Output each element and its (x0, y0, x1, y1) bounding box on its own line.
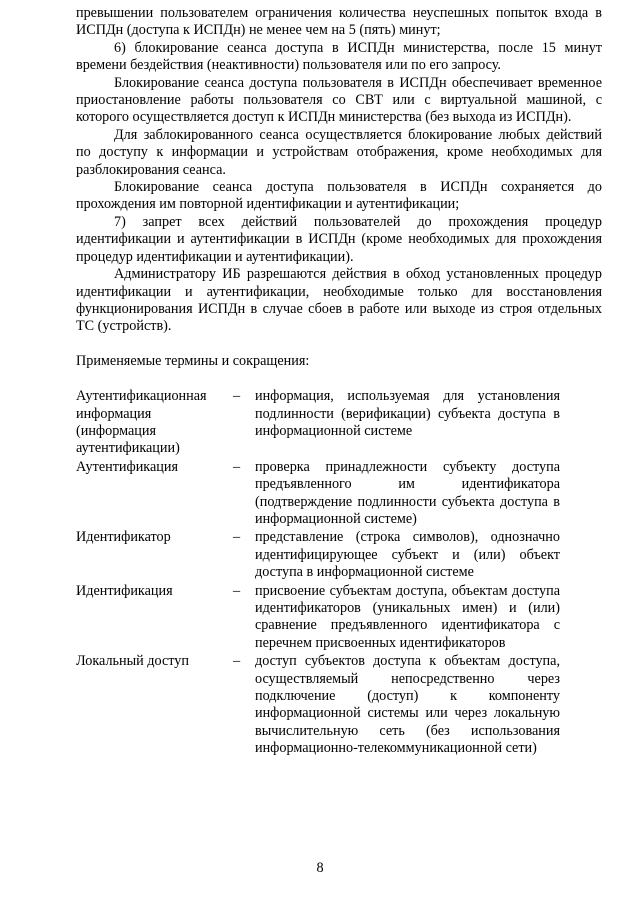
terms-heading: Применяемые термины и сокращения: (76, 352, 310, 369)
paragraph-item-7: 7) запрет всех действий пользователей до прохождения процедур идентификации и аутентификации в ИСПДн (кроме необходимых для прохождения процедур идентификации и аутентификации). (76, 213, 602, 265)
term-row (76, 388, 560, 458)
terms-table (76, 388, 560, 758)
paragraph-continuation: превышении пользователем ограничения количества неуспешных попыток входа в ИСПДн (доступа к ИСПДн) не менее чем на 5 (пять) минут; (76, 5, 602, 39)
term-row (76, 653, 560, 757)
term-row (76, 459, 560, 529)
term-definition: информация, используемая для установления подлинности (верификации) субъекта доступа в информационной системе (255, 388, 560, 439)
paragraph-admin-bypass: Администратору ИБ разрешаются действия в обход установленных процедур идентификации и аутентификации, необходимые только для восстановления функционирования ИСПДн в случае сбоев в работе или выходе из строя отдельных ТС (устройств). (76, 266, 602, 335)
term-name: Идентификация (76, 582, 173, 599)
term-definition: проверка принадлежности субъекту доступа предъявленного им идентификатора (подтверждение подлинности субъекта доступа в информационной системе) (255, 458, 560, 527)
term-name: Аутентификация (76, 458, 178, 475)
paragraph-locked-session: Для заблокированного сеанса осуществляется блокирование любых действий по доступу к информации и устройствам отображения, кроме необходимых для разблокирования сеанса. (76, 126, 602, 178)
term-definition: присвоение субъектам доступа, объектам доступа идентификаторов (уникальных имен) и (или) сравнение предъявленного идентификатора с перечнем присвоенных идентификаторов (255, 582, 560, 651)
term-definition: доступ субъектов доступа к объектам доступа, осуществляемый непосредственно через подключение (доступ) к компоненту информационной системы или через локальную вычислительную сеть (без использования информационно-телекоммуникационной сети) (255, 653, 560, 757)
term-row (76, 529, 560, 581)
paragraph-item-6: 6) блокирование сеанса доступа в ИСПДн министерства, после 15 минут времени бездействия (неактивности) пользователя или по его запросу. (76, 39, 602, 74)
term-name: Аутентификационная информация (информация аутентификации) (76, 388, 207, 457)
blank-line (76, 336, 602, 353)
term-name: Идентификатор (76, 529, 171, 546)
page-number: 8 (316, 860, 324, 876)
term-row (76, 583, 560, 653)
term-dash: – (233, 582, 241, 599)
document-page (76, 5, 602, 759)
paragraph-session-lock: Блокирование сеанса доступа пользователя в ИСПДн обеспечивает временное приостановление работы пользователя со СВТ или с виртуальной машиной, с которого осуществляется доступ к ИСПДн министерства (без выхода из ИСПДн). (76, 74, 602, 126)
term-dash: – (233, 458, 241, 475)
paragraph-lock-persistence: Блокирование сеанса доступа пользователя в ИСПДн сохраняется до прохождения им повторной идентификации и аутентификации; (76, 179, 602, 213)
term-dash: – (233, 529, 241, 546)
term-dash: – (233, 653, 241, 670)
term-definition: представление (строка символов), однозначно идентифицирующее субъект и (или) объект доступа в информационной системе (255, 529, 560, 581)
term-dash: – (233, 388, 241, 405)
term-name: Локальный доступ (76, 653, 189, 670)
